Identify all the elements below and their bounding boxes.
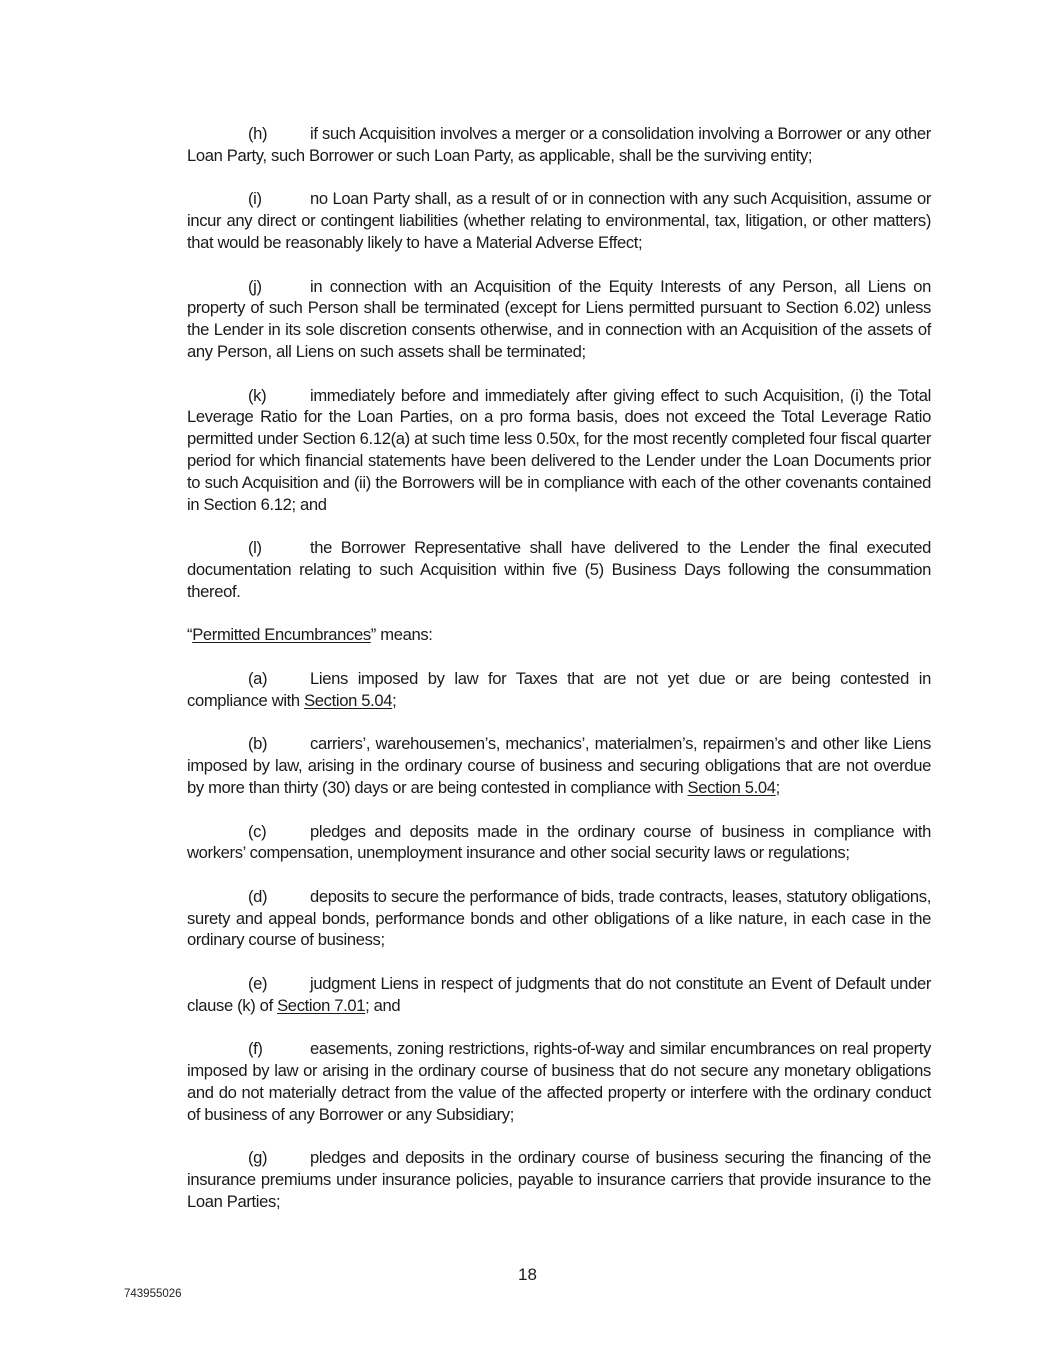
clause-k [187,385,931,516]
clause-text: deposits to secure the performance of bids, trade contracts, leases, statutory obligations, surety and appeal bonds, performance bonds and other obligations of a like nature, in each case in the ordinary course of business; [187,886,931,950]
definition-lead: ” means: [370,625,433,645]
clause-text: easements, zoning restrictions, rights-of-way and similar encumbrances on real property imposed by law or arising in the ordinary course of business that do not secure any monetary obligations and do not materially detract from the value of the affected property or interfere with the ordinary conduct of business of any Borrower or any Subsidiary; [187,1039,931,1124]
clause-text: carriers’, warehousemen’s, mechanics’, materialmen’s, repairmen’s and other like Liens imposed by law, arising in the ordinary course of business and securing obligations that are not overdue by more than thirty (30) days or are being contested in compliance with [187,734,931,797]
clause-d [187,886,931,951]
clause-text: judgment Liens in respect of judgments that do not constitute an Event of Default under clause (k) of [187,974,931,1015]
clause-label: (l) [248,538,262,558]
clause-b [187,733,931,798]
section-reference: Section 5.04 [304,690,393,710]
clause-e [187,973,931,1017]
clause-h [187,123,931,167]
clause-label: (k) [248,385,267,405]
definition-heading [187,624,931,646]
clause-label: (j) [248,276,262,296]
open-quote: “ [187,625,193,645]
clause-c [187,821,931,865]
document-body [187,123,931,1235]
clause-a [187,668,931,712]
clause-text: immediately before and immediately after giving effect to such Acquisition, (i) the Total Leverage Ratio for the Loan Parties, on a pro forma basis, does not exceed the Total Leverage Ratio permitted under Section 6.12(a) at such time less 0.50x, for the most recently completed four fiscal quarter period for which financial statements have been delivered to the Lender under the Loan Documents prior to such Acquisition and (ii) the Borrowers will be in compliance with each of the other covenants contained in Section 6.12; and [187,385,931,514]
section-reference: Section 5.04 [687,777,776,797]
clause-label: (c) [248,821,267,841]
clause-label: (d) [248,886,268,906]
clause-label: (h) [248,124,268,143]
clause-text: Liens imposed by law for Taxes that are not yet due or are being contested in compliance with [187,668,931,710]
clause-text: pledges and deposits in the ordinary course of business securing the financing of the insurance premiums under insurance policies, payable to insurance carriers that provide insurance to the Loan Parties; [187,1148,931,1212]
clause-label: (a) [248,668,268,688]
clause-i [187,188,931,253]
clause-label: (f) [248,1039,263,1059]
clause-l [187,537,931,602]
page-number: 18 [518,1265,537,1284]
defined-term: Permitted Encumbrances [192,625,371,645]
clause-f [187,1038,931,1125]
clause-text: pledges and deposits made in the ordinary course of business in compliance with workers’ compensation, unemployment insurance and other social security laws or regulations; [187,821,931,863]
clause-g [187,1147,931,1212]
clause-tail: ; [775,777,780,797]
section-reference: Section 7.01 [277,995,366,1015]
clause-label: (g) [248,1148,268,1168]
clause-label: (b) [248,734,268,754]
clause-text: if such Acquisition involves a merger or a consolidation involving a Borrower or any other Loan Party, such Borrower or such Loan Party, as applicable, shall be the surviving entity; [187,124,931,165]
clause-text: no Loan Party shall, as a result of or in connection with any such Acquisition, assume or incur any direct or contingent liabilities (whether relating to environmental, tax, litigation, or other matters) that would be reasonably likely to have a Material Adverse Effect; [187,189,931,252]
clause-text: in connection with an Acquisition of the Equity Interests of any Person, all Liens on property of such Person shall be terminated (except for Liens permitted pursuant to Section 6.02) unless the Lender in its sole discretion consents otherwise, and in connection with an Acquisition of the assets of any Person, all Liens on such assets shall be terminated; [187,276,931,361]
clause-text: the Borrower Representative shall have delivered to the Lender the final executed documentation relating to such Acquisition within five (5) Business Days following the consummation thereof. [187,538,931,601]
document-id: 743955026 [124,1288,182,1300]
clause-label: (e) [248,974,268,994]
clause-j [187,276,931,363]
clause-tail: ; [392,690,397,710]
clause-label: (i) [248,189,262,209]
clause-tail: ; and [365,995,401,1015]
